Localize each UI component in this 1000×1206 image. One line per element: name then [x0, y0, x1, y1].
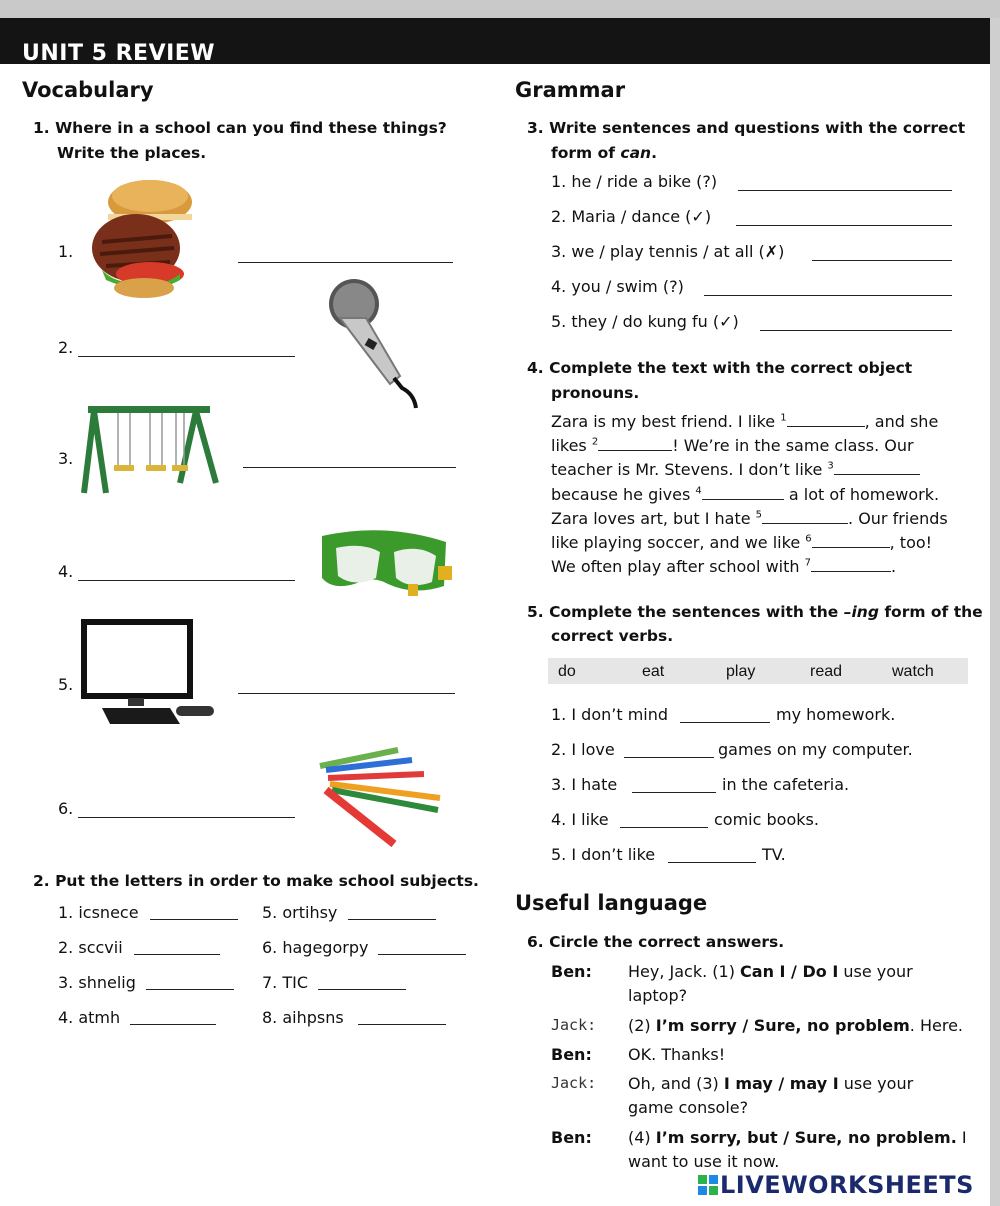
vocab-answer-line-4[interactable]	[78, 580, 295, 581]
scramble-word: 3. shnelig	[58, 973, 136, 992]
microphone-icon	[322, 278, 422, 410]
scramble-answer-line[interactable]	[150, 919, 238, 920]
q3-answer-line[interactable]	[812, 260, 952, 261]
answer-choice[interactable]: Can I / Do I	[740, 962, 839, 981]
q5-item-start: 5. I don’t like	[551, 845, 656, 864]
q2-title: 2. Put the letters in order to make school subjects.	[33, 872, 479, 890]
q4-blank[interactable]	[598, 436, 672, 451]
dialog-line: (2) I’m sorry / Sure, no problem. Here.	[628, 1016, 963, 1035]
q3-item: 1. he / ride a bike (?)	[551, 172, 718, 191]
dialog-speaker: Jack:	[551, 1016, 597, 1034]
unit-banner	[0, 18, 990, 64]
dialog-line-cont: laptop?	[628, 986, 688, 1005]
unit-title: UNIT 5 REVIEW	[22, 41, 216, 66]
q5-answer-line[interactable]	[632, 792, 716, 793]
q3-title-line1: 3. Write sentences and questions with the correct	[527, 119, 966, 137]
scramble-word: 7. TIC	[262, 973, 309, 992]
vocab-item-number: 6.	[58, 799, 74, 818]
useful-language-heading: Useful language	[515, 891, 708, 915]
dialog-line-cont: game console?	[628, 1098, 749, 1117]
vocab-item-number: 4.	[58, 562, 74, 581]
q5-item-start: 3. I hate	[551, 775, 618, 794]
vocab-answer-line-5[interactable]	[238, 693, 455, 694]
q5-item-end: my homework.	[776, 705, 896, 724]
liveworksheets-logo	[698, 1171, 974, 1199]
dialog-speaker: Ben:	[551, 1045, 592, 1064]
dialog-line: Hey, Jack. (1) Can I / Do I use your	[628, 962, 913, 981]
q4-text-line: teacher is Mr. Stevens. I don’t like $^3$	[551, 460, 920, 479]
dialog-line: OK. Thanks!	[628, 1045, 726, 1064]
q3-item: 4. you / swim (?)	[551, 277, 684, 296]
q1-title-line2: Write the places.	[57, 144, 207, 162]
scramble-word: 2. sccvii	[58, 938, 123, 957]
q6-title: 6. Circle the correct answers.	[527, 933, 785, 951]
scramble-answer-line[interactable]	[318, 989, 406, 990]
dialog-line-cont: want to use it now.	[628, 1152, 780, 1171]
q5-item-end: games on my computer.	[718, 740, 913, 759]
q4-blank[interactable]	[702, 485, 784, 500]
scramble-answer-line[interactable]	[130, 1024, 216, 1025]
scramble-word: 6. hagegorpy	[262, 938, 369, 957]
q5-title-line2: correct verbs.	[551, 627, 674, 645]
q1-title-line1: 1. Where in a school can you find these things?	[33, 119, 447, 137]
dialog-line: (4) I’m sorry, but / Sure, no problem. I	[628, 1128, 967, 1147]
vocab-item-number: 1.	[58, 242, 74, 261]
vocabulary-heading: Vocabulary	[22, 78, 154, 102]
scramble-word: 5. ortihsy	[262, 903, 338, 922]
q5-answer-line[interactable]	[668, 862, 756, 863]
q5-item-start: 4. I like	[551, 810, 609, 829]
q5-item-start: 1. I don’t mind	[551, 705, 669, 724]
top-strip	[0, 0, 1000, 18]
q4-blank[interactable]	[812, 533, 890, 548]
dialog-speaker: Ben:	[551, 962, 592, 981]
logo-text: LIVEWORKSHEETS	[720, 1171, 974, 1199]
word-box-item: watch	[892, 663, 934, 680]
scramble-answer-line[interactable]	[348, 919, 436, 920]
colored-pencils-icon	[316, 740, 452, 852]
answer-choice[interactable]: I’m sorry / Sure, no problem	[655, 1016, 910, 1035]
q3-item: 5. they / do kung fu (✓)	[551, 312, 739, 331]
safety-goggles-icon	[314, 526, 456, 600]
q5-item-end: TV.	[762, 845, 786, 864]
scramble-word: 1. icsnece	[58, 903, 139, 922]
q3-answer-line[interactable]	[738, 190, 952, 191]
q4-text-line: likes $^2$ ! We’re in the same class. Our	[551, 436, 914, 455]
q5-item-end: comic books.	[714, 810, 819, 829]
vocab-answer-line-2[interactable]	[78, 356, 295, 357]
q5-title-line1: 5. Complete the sentences with the –ing form of the	[527, 603, 983, 621]
dialog-line: Oh, and (3) I may / may I use your	[628, 1074, 914, 1093]
q5-item-start: 2. I love	[551, 740, 615, 759]
word-box-item: read	[810, 663, 843, 680]
q4-text-line: Zara is my best friend. I like $^1$ , and she	[551, 412, 939, 431]
scramble-answer-line[interactable]	[134, 954, 220, 955]
word-box	[548, 658, 968, 684]
q3-answer-line[interactable]	[736, 225, 952, 226]
q4-text-line: Zara loves art, but I hate $^5$ . Our friends	[551, 509, 948, 528]
q3-title-line2: form of can.	[551, 144, 657, 162]
q5-item-end: in the cafeteria.	[722, 775, 850, 794]
vocab-answer-line-1[interactable]	[238, 262, 453, 263]
q4-blank[interactable]	[811, 557, 891, 572]
vocab-item-number: 5.	[58, 675, 74, 694]
q3-answer-line[interactable]	[760, 330, 952, 331]
answer-choice[interactable]: I may / may I	[723, 1074, 839, 1093]
q4-text-line: because he gives $^4$ a lot of homework.	[551, 485, 940, 504]
vocab-item-number: 2.	[58, 338, 74, 357]
word-box-item: play	[726, 663, 756, 680]
q3-item: 2. Maria / dance (✓)	[551, 207, 712, 226]
page-edge	[990, 18, 1000, 1206]
dialog-speaker: Ben:	[551, 1128, 592, 1147]
q4-text-line: We often play after school with $^7$ .	[551, 557, 897, 576]
scramble-word: 8. aihpsns	[262, 1008, 344, 1027]
q3-item: 3. we / play tennis / at all (✗)	[551, 242, 785, 261]
liveworksheets-logo-icon	[698, 1175, 718, 1195]
scramble-answer-line[interactable]	[146, 989, 234, 990]
grammar-heading: Grammar	[515, 78, 626, 102]
word-box-item: do	[558, 663, 576, 680]
q4-blank[interactable]	[834, 460, 920, 475]
q4-blank[interactable]	[787, 412, 865, 427]
scramble-answer-line[interactable]	[358, 1024, 446, 1025]
computer-monitor-icon	[80, 618, 220, 730]
vocab-item-number: 3.	[58, 449, 74, 468]
q3-answer-line[interactable]	[704, 295, 952, 296]
hamburger-icon	[88, 176, 208, 304]
q4-text-line: like playing soccer, and we like $^6$ , too!	[551, 533, 933, 552]
q5-answer-line[interactable]	[620, 827, 708, 828]
dialog-speaker: Jack:	[551, 1074, 597, 1092]
vocab-answer-line-6[interactable]	[78, 817, 295, 818]
scramble-answer-line[interactable]	[378, 954, 466, 955]
q4-blank[interactable]	[762, 509, 848, 524]
swing-set-icon	[80, 403, 220, 497]
scramble-word: 4. atmh	[58, 1008, 121, 1027]
word-box-item: eat	[642, 663, 665, 680]
vocab-answer-line-3[interactable]	[243, 467, 456, 468]
answer-choice[interactable]: I’m sorry, but / Sure, no problem.	[655, 1128, 957, 1147]
q4-title-line1: 4. Complete the text with the correct object	[527, 359, 913, 377]
q5-answer-line[interactable]	[624, 757, 714, 758]
q5-answer-line[interactable]	[680, 722, 770, 723]
q4-title-line2: pronouns.	[551, 384, 640, 402]
